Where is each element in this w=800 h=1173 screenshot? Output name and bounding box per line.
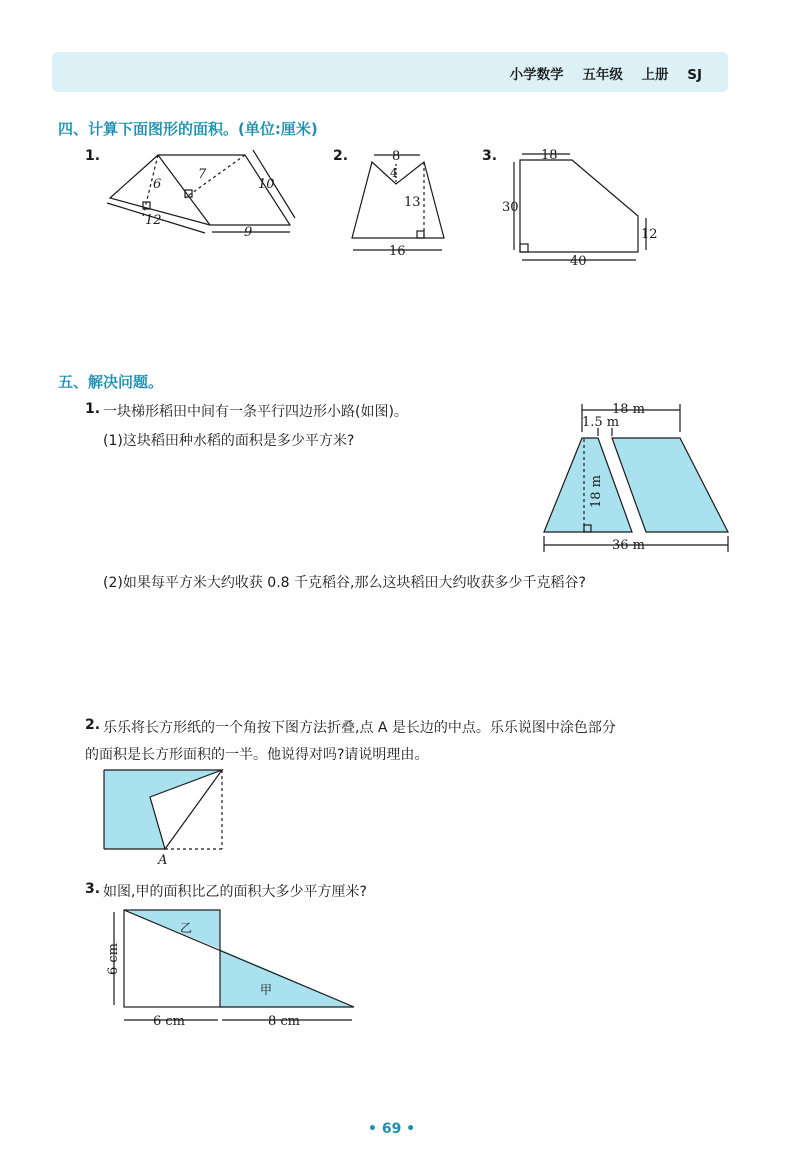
q1-number: 1.	[85, 401, 101, 417]
section4-title: 四、计算下面图形的面积。(单位:厘米)	[58, 120, 318, 138]
q3-label-w2: 8 cm	[268, 1014, 301, 1029]
fig3-label-18: 18	[541, 148, 558, 163]
section5-title: 五、解决问题。	[58, 373, 164, 391]
q2-line1: 乐乐将长方形纸的一个角按下图方法折叠,点 A 是长边的中点。乐乐说图中涂色部分	[103, 720, 616, 736]
fig1-label-12: 12	[145, 213, 162, 228]
fig1-number: 1.	[85, 148, 101, 164]
q1-label-top: 18 m	[612, 402, 646, 417]
q3-text: 如图,甲的面积比乙的面积大多少平方厘米?	[103, 884, 367, 900]
header-edition: SJ	[687, 67, 702, 83]
fig1-label-9: 9	[244, 225, 253, 240]
q2-line2: 的面积是长方形面积的一半。他说得对吗?请说明理由。	[85, 747, 429, 763]
q3-label-h: 6 cm	[106, 942, 121, 975]
page-number: • 69 •	[368, 1121, 416, 1137]
fig2-number: 2.	[333, 148, 349, 164]
fig2-label-8: 8	[392, 149, 401, 164]
q3-number: 3.	[85, 881, 101, 897]
q1-sub1: (1)这块稻田种水稻的面积是多少平方米?	[103, 433, 355, 449]
q1-text: 一块梯形稻田中间有一条平行四边形小路(如图)。	[103, 404, 408, 420]
header-volume: 上册	[641, 67, 669, 83]
fig2-label-4: 4	[390, 166, 398, 180]
header-subject: 小学数学	[509, 67, 564, 83]
fig1-label-10: 10	[258, 177, 275, 192]
fig1-label-7: 7	[198, 167, 207, 182]
q3-label-w1: 6 cm	[153, 1014, 186, 1029]
fig3-label-12: 12	[641, 227, 658, 242]
q1-label-bottom: 36 m	[612, 538, 646, 553]
q3-label-yi: 乙	[180, 921, 193, 935]
q1-sub2: (2)如果每平方米大约收获 0.8 千克稻谷,那么这块稻田大约收获多少千克稻谷?	[103, 575, 586, 591]
q3-label-jia: 甲	[260, 983, 273, 997]
fig1-label-6: 6	[153, 177, 162, 192]
q1-label-road: 1.5 m	[582, 415, 620, 430]
q1-label-height: 18 m	[589, 474, 604, 508]
fig2-label-16: 16	[389, 244, 406, 259]
q2-number: 2.	[85, 717, 101, 733]
fig3-label-30: 30	[502, 200, 519, 215]
header-grade: 五年级	[582, 67, 623, 83]
fig2-label-13: 13	[404, 195, 421, 210]
fig3-number: 3.	[482, 148, 498, 164]
fig3-label-40: 40	[570, 254, 587, 269]
q2-point-a: A	[158, 853, 168, 868]
